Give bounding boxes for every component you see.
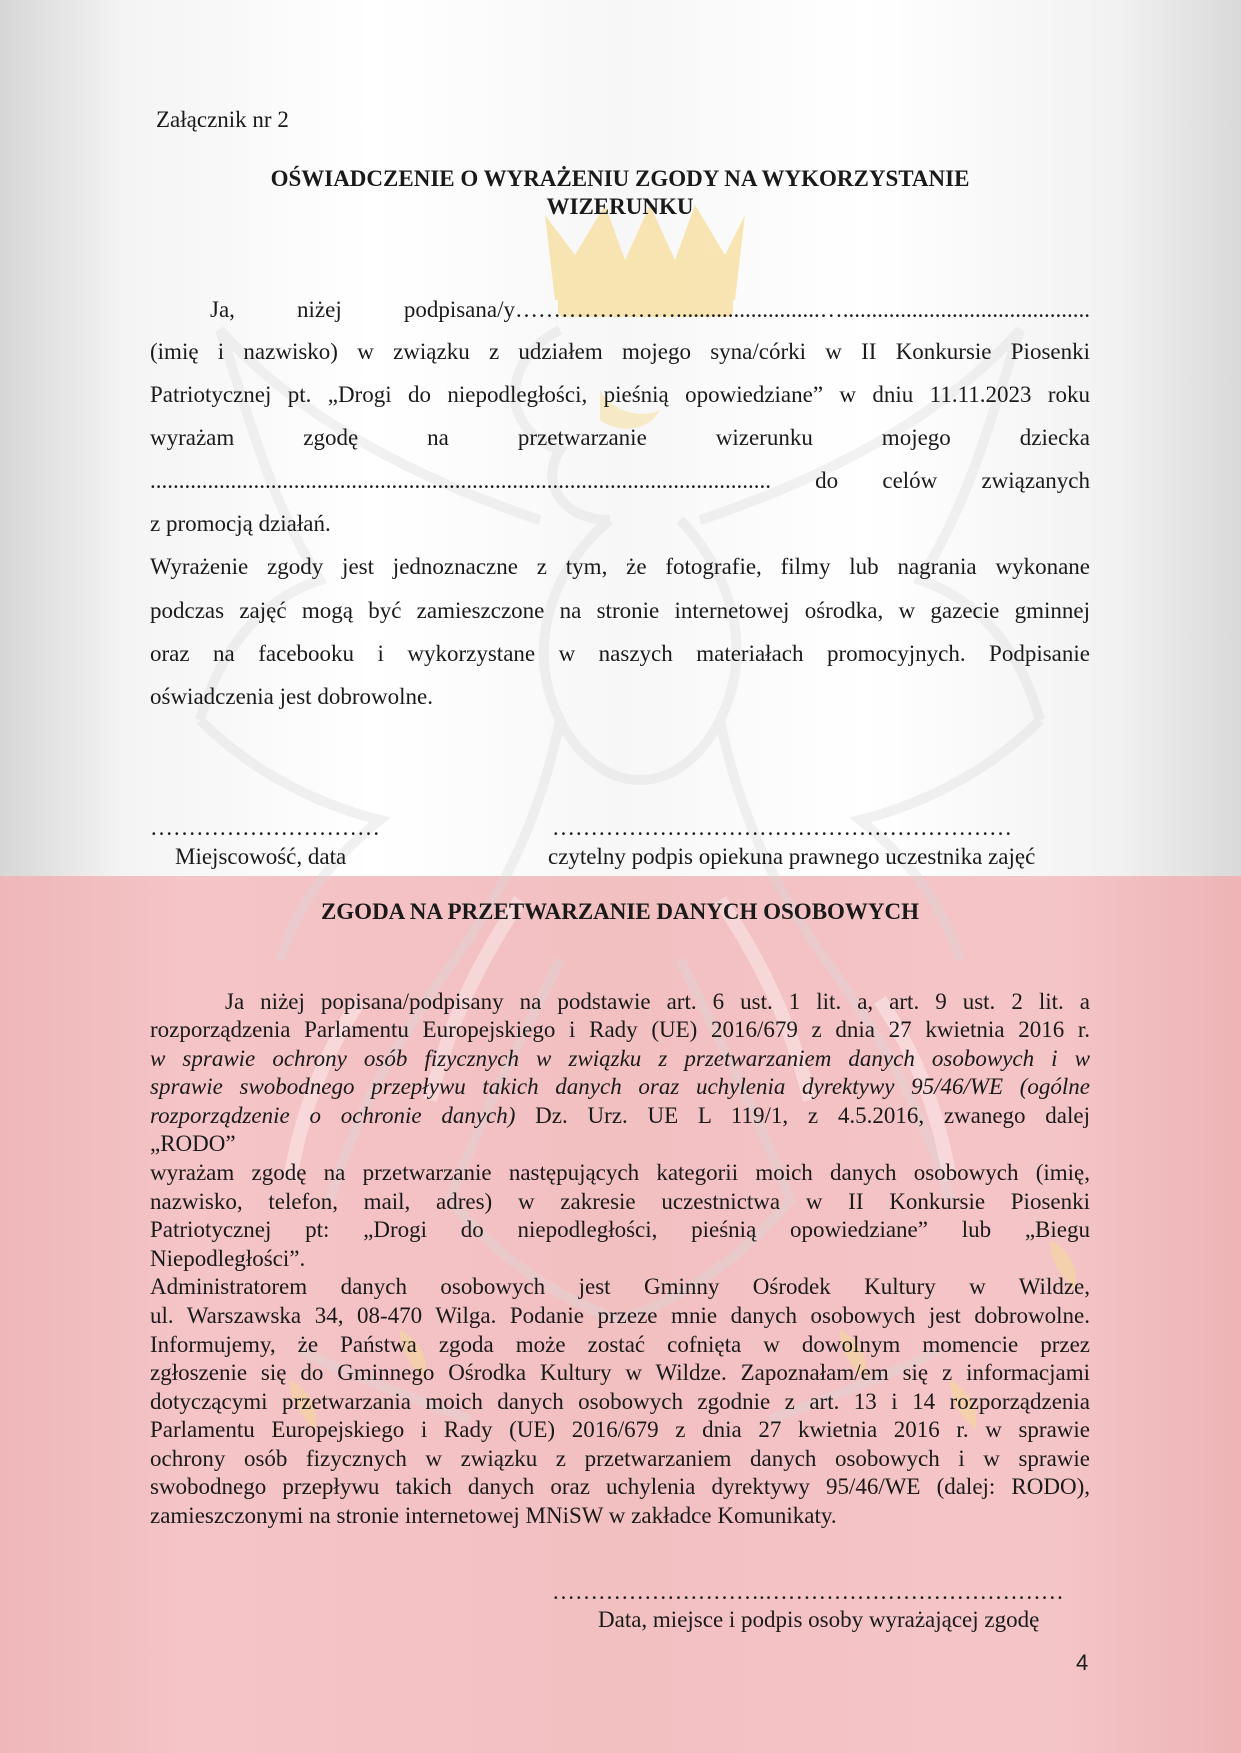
section1-line-6: z promocją działań. (150, 511, 331, 536)
section1-title-line2: WIZERUNKU (546, 194, 694, 219)
section1-line-1: Ja, niżej podpisana/y………………….........................…........................................... (210, 297, 1090, 322)
regulation-name-italic: rozporządzenie o ochronie danych) (150, 1103, 516, 1128)
place-date-dots: ………………………… (150, 815, 380, 840)
section2-line-5 (150, 1102, 1090, 1130)
section2-line-10: Niepodległości”. (150, 1246, 306, 1271)
place-date-label: Miejscowość, data (175, 844, 347, 869)
section2-line-1: Ja niżej popisana/podpisany na podstawie art. 6 ust. 1 lit. a, art. 9 ust. 2 lit. a (225, 989, 1090, 1014)
section2-line-6: „RODO” (150, 1131, 236, 1156)
guardian-signature-label: czytelny podpis opiekuna prawnego uczestnika zajęć (548, 844, 1036, 869)
section2-line-11: Administratorem danych osobowych jest Gminny Ośrodek Kultury w Wildze, (150, 1274, 1090, 1299)
section2-line-9: Patriotycznej pt: „Drogi do niepodległości, pieśnią opowiedziane” lub „Biegu (150, 1217, 1090, 1242)
consent-signature-dots: ……………………….………………………………… (552, 1579, 1064, 1604)
section2-line-7: wyrażam zgodę na przetwarzanie następujących kategorii moich danych osobowych (imię, (150, 1160, 1090, 1185)
section1-line-4: wyrażam zgodę na przetwarzanie wizerunku mojego dziecka (150, 425, 1090, 450)
section1-line-2: (imię i nazwisko) w związku z udziałem mojego syna/córki w II Konkursie Piosenki (150, 339, 1090, 364)
section2-title: ZGODA NA PRZETWARZANIE DANYCH OSOBOWYCH (320, 899, 920, 924)
page-number: 4 (1076, 1650, 1089, 1675)
section2-line-12: ul. Warszawska 34, 08-470 Wilga. Podanie przeze mnie danych osobowych jest dobrowolne. (150, 1303, 1090, 1328)
section2-line-13: Informujemy, że Państwa zgoda może zostać cofnięta w dowolnym momencie przez (150, 1332, 1090, 1357)
section2-line-2: rozporządzenia Parlamentu Europejskiego i Rady (UE) 2016/679 z dnia 27 kwietnia 2016 r. (150, 1017, 1090, 1042)
section1-line-8: podczas zajęć mogą być zamieszczone na stronie internetowej ośrodka, w gazecie gminnej (150, 598, 1090, 623)
section1-line-7: Wyrażenie zgody jest jednoznaczne z tym, że fotografie, filmy lub nagrania wykonane (150, 554, 1090, 579)
section2-line-19: zamieszczonymi na stronie internetowej MNiSW w zakładce Komunikaty. (150, 1503, 837, 1528)
consent-signature-label: Data, miejsce i podpis osoby wyrażającej zgodę (598, 1607, 1040, 1632)
section2-line-4: sprawie swobodnego przepływu takich danych oraz uchylenia dyrektywy 95/46/WE (ogólne (150, 1074, 1090, 1099)
section2-line-15: dotyczącymi przetwarzania moich danych osobowych zgodnie z art. 13 i 14 rozporządzenia (150, 1389, 1090, 1414)
guardian-signature-dots: …………………………………………………… (552, 815, 1012, 840)
section1-line-3: Patriotycznej pt. „Drogi do niepodległości, pieśnią opowiedziane” w dniu 11.11.2023 roku (150, 382, 1090, 407)
regulation-reference: Dz. Urz. UE L 119/1, z 4.5.2016, zwanego dalej (515, 1103, 1090, 1128)
section2-line-16: Parlamentu Europejskiego i Rady (UE) 2016/679 z dnia 27 kwietnia 2016 r. w sprawie (150, 1417, 1090, 1442)
section1-line-10: oświadczenia jest dobrowolne. (150, 684, 433, 709)
section1-line-5: ............................................................................................................ do celów związanych (150, 468, 1090, 493)
section2-line-3: w sprawie ochrony osób fizycznych w związku z przetwarzaniem danych osobowych i w (150, 1046, 1090, 1071)
section1-title-line1: OŚWIADCZENIE O WYRAŻENIU ZGODY NA WYKORZYSTANIE (270, 166, 970, 191)
annex-label: Załącznik nr 2 (156, 107, 289, 132)
section2-line-18: swobodnego przepływu takich danych oraz uchylenia dyrektywy 95/46/WE (dalej: RODO), (150, 1474, 1090, 1499)
section2-line-17: ochrony osób fizycznych w związku z przetwarzaniem danych osobowych i w sprawie (150, 1446, 1090, 1471)
section2-line-8: nazwisko, telefon, mail, adres) w zakresie uczestnictwa w II Konkursie Piosenki (150, 1189, 1090, 1214)
section1-line-9: oraz na facebooku i wykorzystane w naszych materiałach promocyjnych. Podpisanie (150, 641, 1090, 666)
section2-line-14: zgłoszenie się do Gminnego Ośrodka Kultury w Wildze. Zapoznałam/em się z informacjami (150, 1360, 1090, 1385)
